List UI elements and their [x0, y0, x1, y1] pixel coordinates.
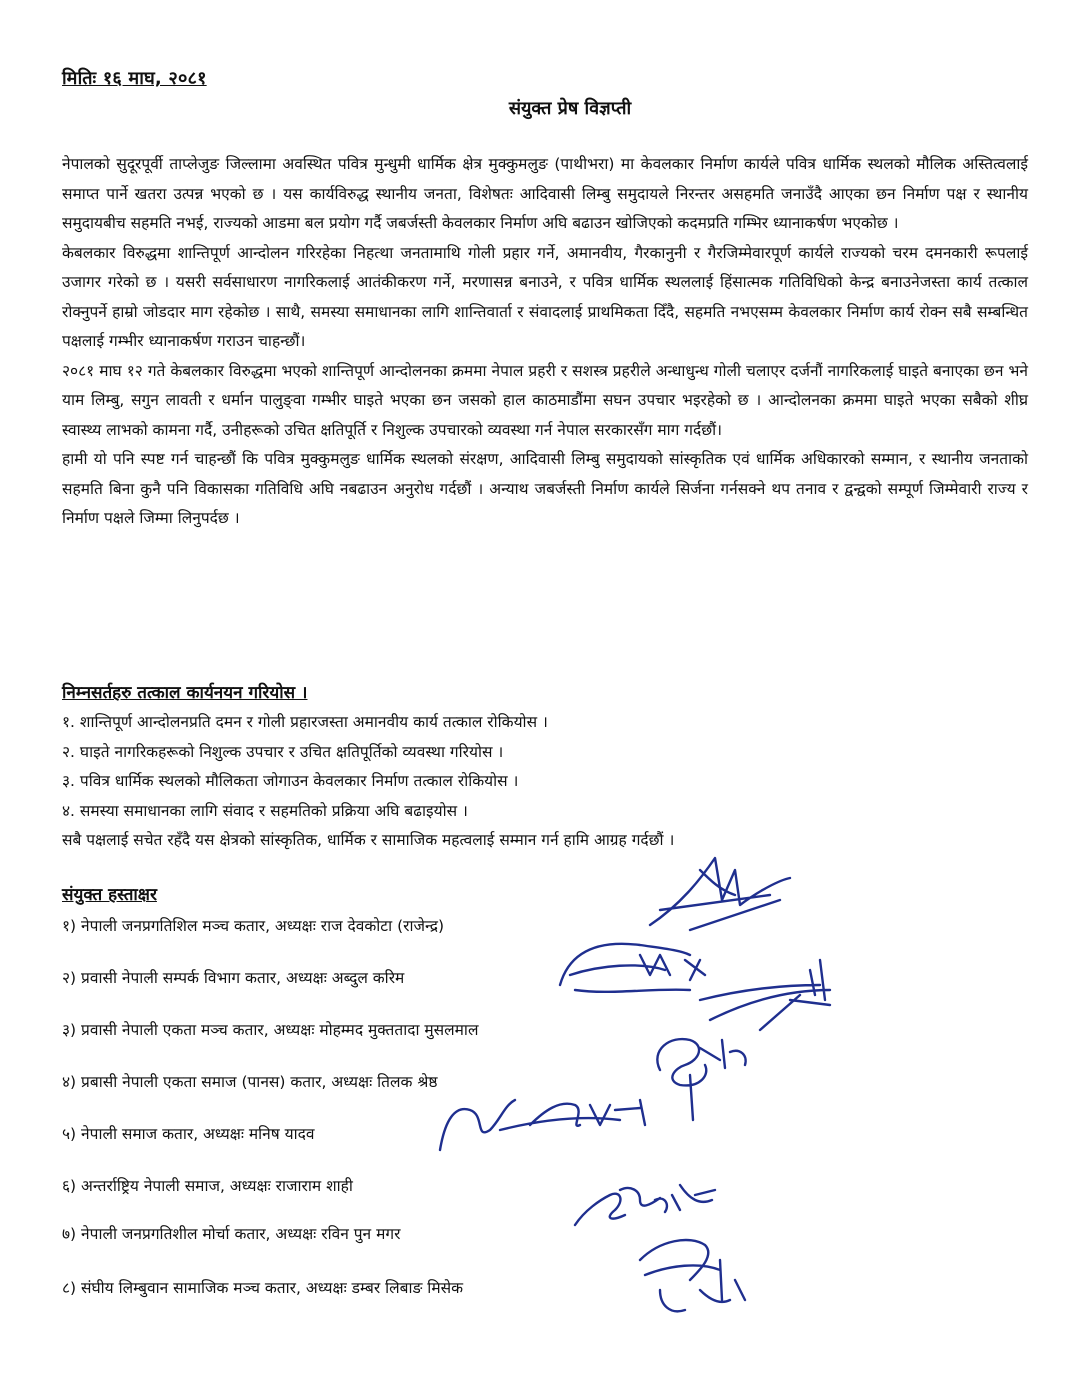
signatory-item: ३) प्रवासी नेपाली एकता मञ्च कतार, अध्यक्षः मोहम्मद मुक्ततादा मुसलमाल [62, 1021, 479, 1039]
signatory-item: ४) प्रबासी नेपाली एकता समाज (पानस) कतार, अध्यक्षः तिलक श्रेष्ठ [62, 1073, 438, 1091]
paragraph: हामी यो पनि स्पष्ट गर्न चाहन्छौं कि पवित्र मुक्कुमलुङ धार्मिक स्थलको संरक्षण, आदिवासी लिम्बु समुदायको सांस्कृतिक एवं धार्मिक अधिकारको सम्मान, र स्थानीय जनताको सहमति बिना कुनै पनि विकासका गतिविधि अघि नबढाउन अनुरोध गर्दछौं । अन्याथ जबर्जस्ती निर्माण कार्यले सिर्जना गर्नसक्ने थप तनाव र द्वन्द्वको सम्पूर्ण जिम्मेवारी राज्य र निर्माण पक्षले जिम्मा लिनुपर्दछ । [62, 450, 1028, 527]
signature-2 [560, 944, 705, 992]
document-date: मितिः १६ माघ, २०८१ [62, 68, 207, 89]
paragraph: केबलकार विरुद्धमा शान्तिपूर्ण आन्दोलन गरिरहेका निहत्था जनतामाथि गोली प्रहार गर्ने, अमानवीय, गैरकानुनी र गैरजिम्मेवारपूर्ण कार्यले राज्यको चरम दमनकारी रूपलाई उजागर गरेको छ । यसरी सर्वसाधारण नागरिकलाई आतंकीकरण गर्ने, मरणासन्न बनाउने, र पवित्र धार्मिक स्थललाई हिंसात्मक गतिविधिको केन्द्र बनाउनेजस्ता कार्य तत्काल रोक्नुपर्ने हाम्रो जोडदार माग रहेकोछ । साथै, समस्या समाधानका लागि शान्तिवार्ता र संवादलाई प्राथमिकता दिँदै, सहमति नभएसम्म केवलकार निर्माण कार्य रोक्न सबै सम्बन्धित पक्षलाई गम्भीर ध्यानाकर्षण गराउन चाहन्छौं। [62, 243, 1028, 350]
signatory-item: १) नेपाली जनप्रगतिशिल मञ्च कतार, अध्यक्षः राज देवकोटा (राजेन्द्र) [62, 917, 445, 935]
signature-6 [575, 1185, 715, 1225]
demands-list [62, 708, 1028, 856]
demand-item: ४. समस्या समाधानका लागि संवाद र सहमतिको प्रक्रिया अघि बढाइयोस । [62, 801, 468, 820]
signatory-item: ७) नेपाली जनप्रगतिशील मोर्चा कतार, अध्यक्षः रविन पुन मगर [62, 1225, 401, 1243]
signature-3 [700, 960, 830, 1030]
signatory-item: ६) अन्तर्राष्ट्रिय नेपाली समाज, अध्यक्षः राजाराम शाही [62, 1177, 353, 1195]
signature-1 [650, 858, 790, 930]
paragraph: नेपालको सुदूरपूर्वी ताप्लेजुङ जिल्लामा अवस्थित पवित्र मुन्धुमी धार्मिक क्षेत्र मुक्कुमलुङ (पाथीभरा) मा केवलकार निर्माण कार्यले पवित्र धार्मिक स्थलको मौलिक अस्तित्वलाई समाप्त पार्ने खतरा उत्पन्न भएको छ । यस कार्यविरुद्ध स्थानीय जनता, विशेषतः आदिवासी लिम्बु समुदायले निरन्तर असहमति जनाउँदै आएका छन निर्माण पक्ष र स्थानीय समुदायबीच सहमति नभई, राज्यको आडमा बल प्रयोग गर्दै जबर्जस्ती केवलकार निर्माण अघि बढाउन खोजिएको कदमप्रति गम्भिर ध्यानाकर्षण भएकोछ । [62, 155, 1028, 232]
signature-7 [640, 1240, 745, 1311]
signature-4 [657, 1039, 745, 1120]
demand-item: ३. पवित्र धार्मिक स्थलको मौलिकता जोगाउन केवलकार निर्माण तत्काल रोकियोस । [62, 772, 519, 790]
demand-item: २. घाइते नागरिकहरूको निशुल्क उपचार र उचित क्षतिपूर्तिको व्यवस्था गरियोस । [62, 742, 504, 761]
signatory-item: २) प्रवासी नेपाली सम्पर्क विभाग कतार, अध्यक्षः अब्दुल करिम [62, 969, 405, 987]
signatory-item: ५) नेपाली समाज कतार, अध्यक्षः मनिष यादव [62, 1125, 315, 1143]
document-title: संयुक्त प्रेष विज्ञप्ती [508, 98, 632, 119]
signatory-item: ८) संघीय लिम्बुवान सामाजिक मञ्च कतार, अध्यक्षः डम्बर लिबाङ मिसेक [62, 1279, 463, 1297]
paragraph: २०८१ माघ १२ गते केबलकार विरुद्धमा भएको शान्तिपूर्ण आन्दोलनका क्रममा नेपाल प्रहरी र सशस्त्र प्रहरीले अन्धाधुन्ध गोली चलाएर दर्जनौं नागरिकलाई घाइते बनाएका छन भने याम लिम्बु, सगुन लावती र धर्मान पालुङ्वा गम्भीर घाइते भएका छन जसको हाल काठमाडौंमा सघन उपचार भइरहेको छ । आन्दोलनका क्रममा घाइते भएका सबैको शीघ्र स्वास्थ्य लाभको कामना गर्दै, उनीहरूको उचित क्षतिपूर्ति र निशुल्क उपचारको व्यवस्था गर्न नेपाल सरकारसँग माग गर्दछौं। [62, 361, 1028, 439]
body-text [62, 150, 1028, 534]
signatures-heading: संयुक्त हस्ताक्षर [62, 885, 157, 905]
demands-heading: निम्नसर्तहरु तत्काल कार्यनयन गरियोस । [62, 683, 308, 703]
signature-5 [440, 1100, 645, 1150]
demand-item: १. शान्तिपूर्ण आन्दोलनप्रति दमन र गोली प्रहारजस्ता अमानवीय कार्य तत्काल रोकियोस । [62, 713, 548, 731]
demands-closing: सबै पक्षलाई सचेत रहँदै यस क्षेत्रको सांस्कृतिक, धार्मिक र सामाजिक महत्वलाई सम्मान गर्न हामि आग्रह गर्दछौं । [62, 831, 675, 849]
